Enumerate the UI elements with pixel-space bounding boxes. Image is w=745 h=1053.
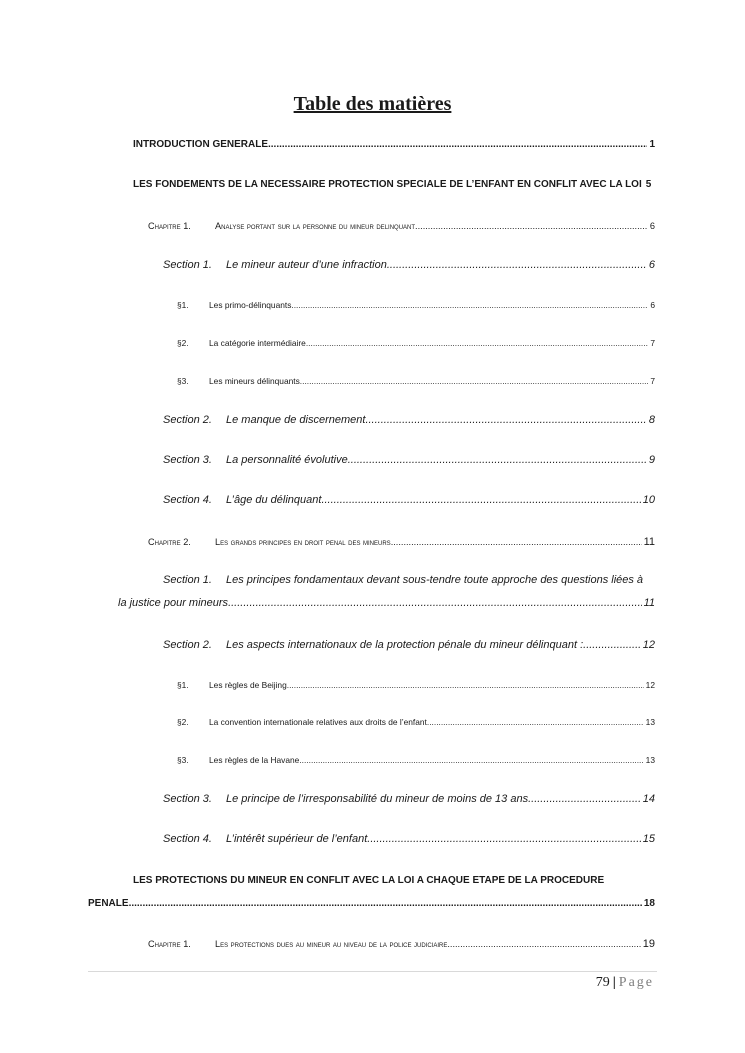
toc-entry-text: Le mineur auteur d’une infraction xyxy=(226,259,387,271)
toc-entry-number: Section 2. xyxy=(163,639,212,651)
toc-entry-text-line1: LES PROTECTIONS DU MINEUR EN CONFLIT AVEC LA LOI A CHAQUE ETAPE DE LA PROCEDURE xyxy=(133,875,605,886)
toc-entry-paragraph[interactable] xyxy=(177,755,655,765)
toc-entry-paragraph[interactable] xyxy=(177,717,655,727)
toc-page-number: 6 xyxy=(649,221,655,231)
toc-entry-number: §2. xyxy=(177,717,189,727)
toc-entry-text: Le principe de l’irresponsabilité du mineur de moins de 13 ans xyxy=(226,793,529,805)
toc-entry-section[interactable] xyxy=(163,639,655,651)
toc-entry-text: Les grands principes en droit penal des mineurs xyxy=(215,537,391,547)
toc-page-number: 9 xyxy=(648,454,655,466)
toc-entry-chapter[interactable] xyxy=(148,221,655,231)
toc-entry-section[interactable] xyxy=(163,454,655,466)
toc-entry-text: La catégorie intermédiaire xyxy=(209,338,306,348)
toc-leader-dots xyxy=(365,414,646,426)
toc-entry-text-line1: Les principes fondamentaux devant sous-tendre toute approche des questions liées à xyxy=(226,574,644,586)
toc-page-number: 6 xyxy=(648,259,655,271)
toc-entry-part-2-continued[interactable] xyxy=(88,898,655,909)
toc-entry-text: La convention internationale relatives aux droits de l’enfant xyxy=(209,717,427,727)
toc-entry-section[interactable] xyxy=(163,574,655,586)
toc-leader-dots xyxy=(268,139,647,150)
toc-entry-text-line2: PENALE xyxy=(88,898,129,909)
toc-entry-text: Analyse portant sur la personne du mineur delinquant xyxy=(215,221,416,231)
toc-page-number: 5 xyxy=(645,179,652,190)
toc-leader-dots xyxy=(447,939,640,949)
toc-leader-dots xyxy=(387,259,647,271)
toc-leader-dots xyxy=(427,717,644,727)
toc-page-number: 14 xyxy=(642,793,655,805)
toc-entry-text: L’âge du délinquant xyxy=(226,494,322,506)
toc-page-number: 18 xyxy=(643,898,655,909)
toc-entry-number: §2. xyxy=(177,338,189,348)
toc-entry-number: Section 1. xyxy=(163,259,212,271)
toc-entry-paragraph[interactable] xyxy=(177,338,655,348)
toc-leader-dots xyxy=(528,793,641,805)
toc-leader-dots xyxy=(367,833,640,845)
toc-entry-text: INTRODUCTION GENERALE xyxy=(133,139,268,150)
toc-entry-paragraph[interactable] xyxy=(177,680,655,690)
toc-page-number: 13 xyxy=(645,755,655,765)
page-footer xyxy=(596,975,654,991)
toc-entry-text: Les aspects internationaux de la protection pénale du mineur délinquant : xyxy=(226,639,584,651)
toc-page-number: 11 xyxy=(643,536,655,548)
toc-entry-section[interactable] xyxy=(163,414,655,426)
toc-entry-number: Chapitre 1. xyxy=(148,221,191,231)
toc-page-number: 7 xyxy=(650,338,655,348)
toc-leader-dots xyxy=(287,680,644,690)
toc-leader-dots xyxy=(321,494,640,506)
toc-page-number: 19 xyxy=(642,938,655,950)
toc-entry-text: Le manque de discernement xyxy=(226,414,366,426)
toc-entry-number: Section 1. xyxy=(163,574,212,586)
toc-page-number: 15 xyxy=(642,833,655,845)
toc-page-number: 8 xyxy=(648,414,655,426)
toc-entry-section[interactable] xyxy=(163,494,655,506)
toc-page-number: 11 xyxy=(643,597,655,609)
toc-entry-number: Section 2. xyxy=(163,414,212,426)
toc-entry-chapter[interactable] xyxy=(148,536,655,548)
toc-page-number: 13 xyxy=(645,717,655,727)
toc-entry-section[interactable] xyxy=(163,833,655,845)
toc-entry-chapter[interactable] xyxy=(148,938,655,950)
footer-page-number: 79 xyxy=(595,975,610,990)
toc-entry-part-2[interactable] xyxy=(133,875,655,886)
toc-entry-section[interactable] xyxy=(163,793,655,805)
toc-entry-part-1[interactable] xyxy=(133,179,655,190)
toc-entry-text: Les mineurs délinquants xyxy=(209,376,300,386)
toc-entry-number: §1. xyxy=(177,680,189,690)
toc-leader-dots xyxy=(300,376,649,386)
toc-entry-text: Les règles de la Havane xyxy=(209,755,300,765)
toc-entry-text: Les protections dues au mineur au niveau de la police judiciaire xyxy=(215,939,448,949)
toc-entry-introduction[interactable] xyxy=(133,139,655,150)
toc-page-number: 7 xyxy=(650,376,655,386)
toc-leader-dots xyxy=(291,300,648,310)
toc-entry-number: §3. xyxy=(177,755,189,765)
toc-leader-dots xyxy=(583,639,641,651)
toc-entry-number: §3. xyxy=(177,376,189,386)
toc-entry-text-line2: la justice pour mineurs xyxy=(118,597,229,609)
toc-entry-paragraph[interactable] xyxy=(177,376,655,386)
toc-entry-number: Section 4. xyxy=(163,494,212,506)
toc-leader-dots xyxy=(415,221,648,231)
toc-entry-number: §1. xyxy=(177,300,189,310)
toc-page-number: 10 xyxy=(642,494,655,506)
toc-entry-number: Section 3. xyxy=(163,454,212,466)
toc-entry-number: Section 3. xyxy=(163,793,212,805)
footer-page-label: Page xyxy=(618,975,654,990)
toc-page-number: 1 xyxy=(649,139,655,150)
toc-entry-section[interactable] xyxy=(163,259,655,271)
toc-page-number: 12 xyxy=(642,639,655,651)
toc-leader-dots xyxy=(129,898,642,909)
toc-page-number: 12 xyxy=(645,680,655,690)
toc-entry-number: Chapitre 2. xyxy=(148,537,191,547)
toc-leader-dots xyxy=(306,338,648,348)
toc-entry-number: Section 4. xyxy=(163,833,212,845)
toc-entry-text: Les primo-délinquants xyxy=(209,300,292,310)
toc-leader-dots xyxy=(299,755,643,765)
toc-leader-dots xyxy=(391,537,642,547)
toc-entry-text: La personnalité évolutive xyxy=(226,454,348,466)
toc-entry-paragraph[interactable] xyxy=(177,300,655,310)
toc-entry-text: LES FONDEMENTS DE LA NECESSAIRE PROTECTION SPECIALE DE L’ENFANT EN CONFLIT AVEC LA LOI xyxy=(133,179,642,190)
toc-entry-section-continued[interactable] xyxy=(118,597,655,609)
footer-separator: | xyxy=(612,975,616,990)
toc-leader-dots xyxy=(348,454,647,466)
page-title: Table des matières xyxy=(293,93,452,115)
toc-page-number: 6 xyxy=(650,300,655,310)
toc-entry-text: Les règles de Beijing xyxy=(209,680,287,690)
footer-divider xyxy=(88,971,657,972)
toc-entry-number: Chapitre 1. xyxy=(148,939,191,949)
toc-leader-dots xyxy=(228,597,642,609)
toc-entry-text: L’intérêt supérieur de l’enfant xyxy=(226,833,368,845)
